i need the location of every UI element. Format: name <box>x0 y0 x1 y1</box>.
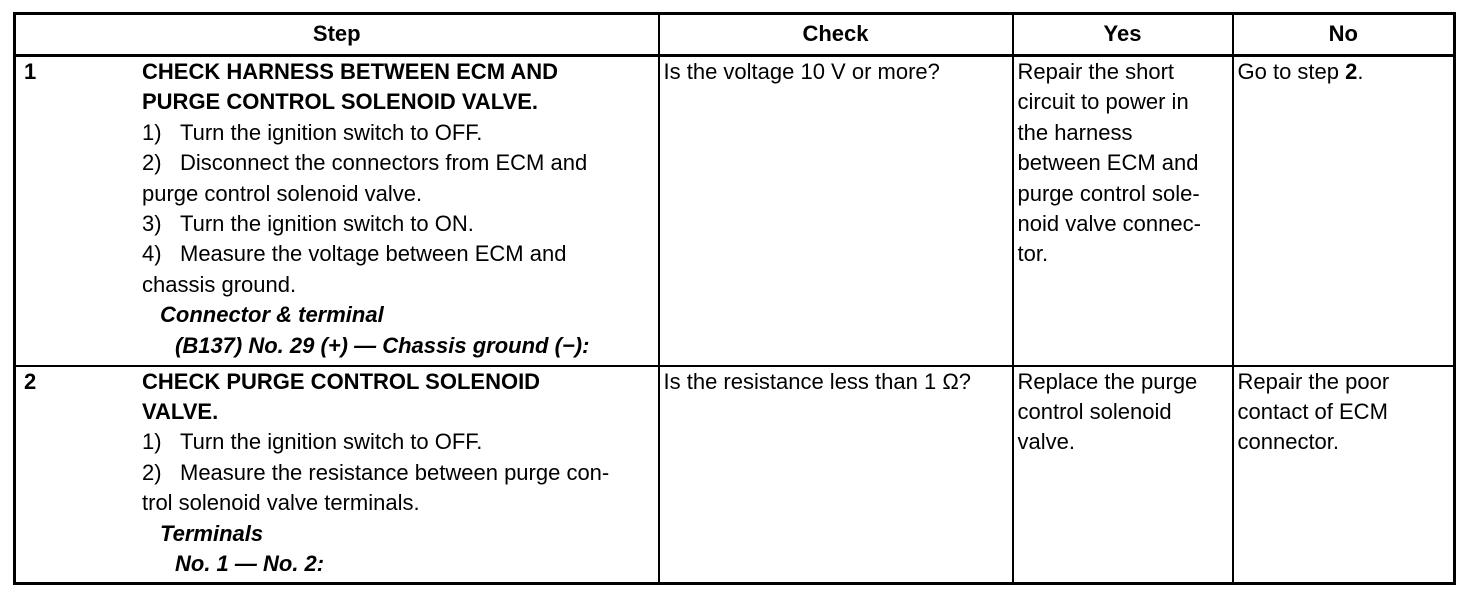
spec-value: (B137) No. 29 (+) — Chassis ground (−): <box>175 332 590 358</box>
spec-heading: Terminals <box>160 520 264 546</box>
spec-heading: Connector & terminal <box>160 302 384 328</box>
substep-number: 4) <box>142 241 162 267</box>
yes-line: noid valve connec- <box>1017 211 1201 237</box>
substep-text: Disconnect the connectors from ECM and <box>180 150 588 176</box>
spec-value: No. 1 — No. 2: <box>175 550 325 576</box>
substep-text: Measure the voltage between ECM and <box>180 241 567 267</box>
substep <box>142 118 652 148</box>
yes-line: purge control sole- <box>1017 180 1200 206</box>
step-body <box>142 367 654 580</box>
yes-line: valve. <box>1017 429 1075 455</box>
yes-line: the harness <box>1017 119 1133 145</box>
step-number: 2 <box>24 368 37 394</box>
check-cell: Is the voltage 10 V or more? <box>659 56 1013 366</box>
yes-line: circuit to power in <box>1017 89 1189 115</box>
check-cell: Is the resistance less than 1 Ω? <box>659 366 1013 584</box>
substep-number: 2) <box>142 150 162 176</box>
yes-line: Replace the purge <box>1017 368 1198 394</box>
no-line: Repair the poor <box>1237 368 1390 394</box>
step-title-line: PURGE CONTROL SOLENOID VALVE. <box>142 89 539 115</box>
substep-text: Turn the ignition switch to OFF. <box>180 429 483 455</box>
yes-line: between ECM and <box>1017 150 1199 176</box>
header-no: No <box>1233 14 1455 56</box>
no-line: contact of ECM <box>1237 398 1388 424</box>
step-title-line: CHECK HARNESS BETWEEN ECM AND <box>142 59 558 84</box>
substep-continuation: trol solenoid valve terminals. <box>142 490 420 516</box>
substep <box>142 148 652 178</box>
header-row <box>15 14 1455 56</box>
diagnostic-table <box>13 12 1456 585</box>
substep-number: 1) <box>142 429 162 455</box>
header-check: Check <box>659 14 1013 56</box>
substep <box>142 458 652 488</box>
no-cell <box>1233 366 1455 584</box>
yes-cell <box>1013 56 1233 366</box>
substep-number: 3) <box>142 211 162 237</box>
yes-line: Repair the short <box>1017 59 1175 84</box>
substep-continuation: chassis ground. <box>142 271 297 297</box>
header-step: Step <box>15 14 659 56</box>
substep-text: Measure the resistance between purge con- <box>180 459 610 485</box>
step-cell <box>15 56 659 366</box>
substep <box>142 427 652 457</box>
no-text: Go to step <box>1237 59 1346 84</box>
step-cell <box>15 366 659 584</box>
table-row <box>15 366 1455 584</box>
yes-line: tor. <box>1017 241 1049 267</box>
step-title-line: VALVE. <box>142 398 219 424</box>
substep-text: Turn the ignition switch to ON. <box>180 211 474 237</box>
substep-number: 2) <box>142 459 162 485</box>
no-text-end: . <box>1357 59 1364 84</box>
yes-cell <box>1013 366 1233 584</box>
step-title-line: CHECK PURGE CONTROL SOLENOID <box>142 368 541 394</box>
no-line: connector. <box>1237 429 1340 455</box>
substep-continuation: purge control solenoid valve. <box>142 180 423 206</box>
no-step-ref: 2 <box>1345 59 1358 84</box>
step-number: 1 <box>24 59 37 84</box>
no-cell <box>1233 56 1455 366</box>
step-body <box>142 57 654 361</box>
substep <box>142 209 652 239</box>
yes-line: control solenoid <box>1017 398 1172 424</box>
header-yes: Yes <box>1013 14 1233 56</box>
substep-number: 1) <box>142 119 162 145</box>
substep <box>142 239 652 269</box>
table-row <box>15 56 1455 366</box>
substep-text: Turn the ignition switch to OFF. <box>180 119 483 145</box>
